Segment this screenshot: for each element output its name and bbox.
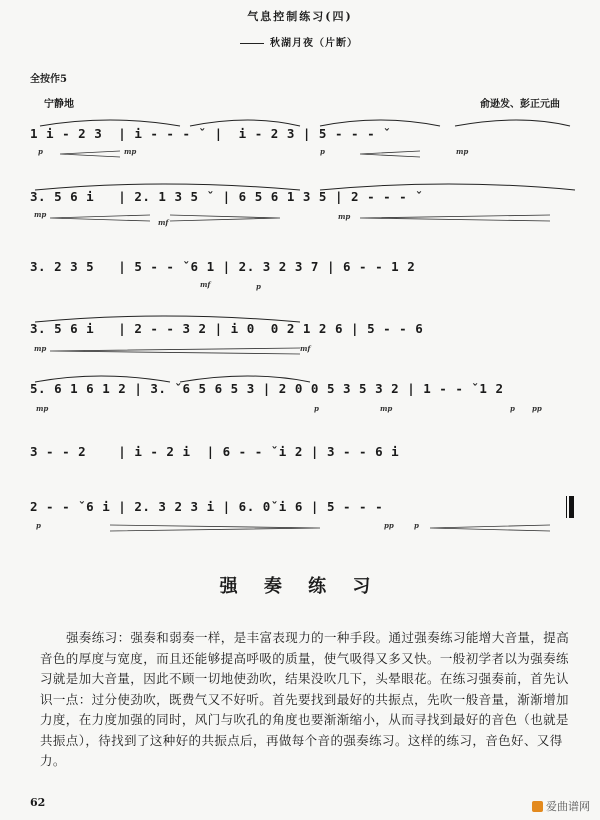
hairpin-marks	[50, 347, 570, 355]
slur-marks	[30, 372, 578, 384]
slur-marks	[30, 180, 578, 192]
dynamic-mark: p	[38, 147, 43, 156]
tempo-label: 宁静地	[44, 99, 74, 110]
final-barline-thick	[569, 496, 574, 518]
dynamic-mark: p	[414, 521, 419, 530]
hairpin-marks	[50, 214, 570, 222]
site-watermark	[532, 798, 590, 814]
dynamic-mark: p	[510, 404, 515, 413]
section-title: 强 奏 练 习	[219, 576, 381, 597]
score-line: 3. 2 3 5 | 5 - - ˇ6 1 | 2. 3 2 3 7 | 6 - - 1 2	[30, 259, 416, 274]
score-line: 5. 6 1 6 1 2 | 3. ˇ6 5 6 5 3 | 2 0 0 5 3 5 3 2 | 1 - - ˇ1 2	[30, 381, 504, 396]
technique-label: 全按作5	[30, 74, 67, 85]
dynamic-mark: p	[320, 147, 325, 156]
page-number: 62	[30, 796, 46, 809]
dynamic-mark: p	[314, 404, 319, 413]
score-line: 3 - - 2 | i - 2 i | 6 - - ˇi 2 | 3 - - 6 i	[30, 444, 400, 459]
piece-subtitle	[240, 34, 358, 49]
dynamic-mark: mf	[200, 280, 211, 289]
final-barline-thin	[566, 496, 568, 518]
body-paragraph: 强奏练习：强奏和弱奏一样，是丰富表现力的一种手段。通过强奏练习能增大音量，提高音色的厚度与宽度，而且还能够提高呼吸的质量，使气吸得又多又快。一般初学者以为强奏练习就是加大音量，因此不顾一切地使劲吹，结果没吹几下，头晕眼花。在练习强奏前，首先认识一点：过分使劲吹，既费气又不好听。首先要找到最好的共振点，先吹一般音量，渐渐增加力度，在力度加强的同时，风门与吹孔的角度也要渐渐缩小，从而寻找到最好的音色（也就是共振点），待找到了这种好的共振点后，再做每个音的强奏练习。这样的练习，音色好、又得力。	[40, 630, 570, 768]
score-line: 3. 5 6 i | 2. 1 3 5 ˇ | 6 5 6 1 3 5 | 2 - - - ˇ	[30, 189, 424, 204]
score-line: 2 - - ˇ6 i | 2. 3 2 3 i | 6. 0ˇi 6 | 5 - - -	[30, 499, 384, 514]
dynamic-mark: mp	[338, 212, 351, 221]
dynamic-mark: mp	[456, 147, 469, 156]
hairpin-marks	[60, 150, 580, 158]
score-line: 3. 5 6 i | 2 - - 3 2 | i 0 0 2 1 2 6 | 5 - - 6	[30, 321, 424, 336]
dynamic-mark: p	[256, 282, 261, 291]
dynamic-mark: p	[36, 521, 41, 530]
score-line: 1 i - 2 3 | i - - - ˇ | i - 2 3 | 5 - - - ˇ	[30, 126, 392, 141]
subtitle-dash	[240, 43, 264, 44]
watermark-text: 爱曲谱网	[546, 800, 590, 813]
watermark-logo-icon	[532, 801, 543, 812]
dynamic-mark: mf	[158, 218, 169, 227]
dynamic-mark: pp	[384, 521, 394, 530]
dynamic-mark: mp	[380, 404, 393, 413]
exercise-title: 气息控制练习(四)	[247, 10, 353, 23]
dynamic-mark: mp	[34, 210, 47, 219]
slur-marks	[30, 312, 578, 324]
dynamic-mark: mp	[34, 344, 47, 353]
hairpin-marks	[50, 524, 570, 532]
dynamic-mark: mp	[124, 147, 137, 156]
dynamic-mark: pp	[532, 404, 542, 413]
subtitle-text: 秋湖月夜（片断）	[270, 38, 358, 49]
dynamic-mark: mf	[300, 344, 311, 353]
slur-marks	[30, 116, 578, 128]
composer-label: 俞逊发、彭正元曲	[480, 99, 560, 110]
dynamic-mark: mp	[36, 404, 49, 413]
